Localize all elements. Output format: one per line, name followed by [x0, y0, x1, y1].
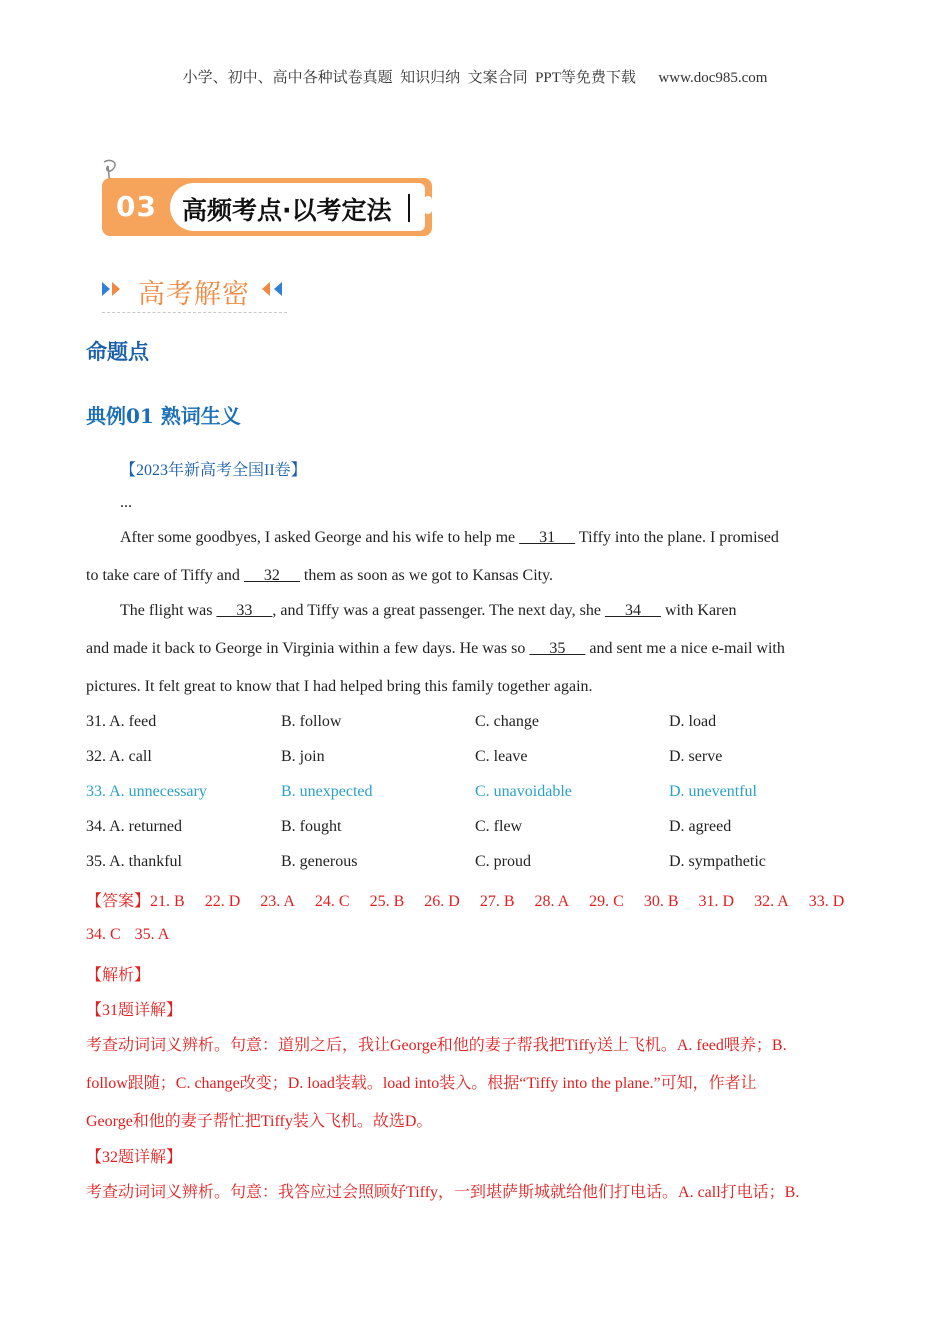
answer-label: 【答案】 — [86, 893, 151, 910]
text-run: After some goodbyes, I asked George and his wife to help me — [120, 529, 520, 546]
text-cursor — [408, 194, 410, 222]
answer-item: 30. B — [643, 893, 679, 910]
answer-item: 25. B — [369, 893, 405, 910]
banner-number: 03 — [116, 190, 157, 223]
answer-item: 28. A — [534, 893, 570, 910]
analysis-label: 【解析】 — [86, 967, 151, 984]
subsection-title-text: 高考解密 — [138, 279, 250, 310]
answer-item: 24. C — [314, 893, 350, 910]
text-run: to take care of Tiffy and — [86, 567, 244, 584]
answer-line — [86, 888, 844, 911]
text-run: Tiffy into the plane. I promised — [575, 529, 779, 546]
blank-34: 34 — [604, 602, 661, 619]
option-35-c: C. proud — [475, 853, 531, 870]
option-33-a: 33. A. unnecessary — [86, 783, 207, 800]
section-banner — [94, 158, 439, 242]
blank-33: 33 — [216, 602, 273, 619]
passage-line — [120, 602, 736, 620]
option-34-a: 34. A. returned — [86, 818, 182, 835]
page-header — [0, 66, 950, 87]
text-run: and sent me a nice e-mail with — [585, 640, 785, 657]
option-33-d: D. uneventful — [669, 783, 757, 800]
answer-item: 27. B — [479, 893, 515, 910]
option-31-a: 31. A. feed — [86, 713, 157, 730]
blank-32: 32 — [243, 567, 300, 584]
answer-item: 34. C — [86, 926, 121, 943]
banner-title: 高频考点·以考定法 — [182, 196, 392, 225]
option-34-c: C. flew — [475, 818, 523, 835]
option-33-b: B. unexpected — [281, 783, 373, 800]
text-run: with Karen — [660, 602, 737, 619]
answer-item: 31. D — [698, 893, 735, 910]
point-heading: 命题点 — [86, 340, 149, 364]
option-32-b: B. join — [281, 748, 325, 765]
answer-item: 32. A — [754, 893, 789, 910]
answer-line — [86, 926, 169, 944]
text-run: and made it back to George in Virginia within a few days. He was so — [86, 640, 530, 657]
answer-item: 35. A — [134, 926, 170, 943]
text-run: The flight was — [120, 602, 217, 619]
option-34-d: D. agreed — [669, 818, 732, 835]
answer-item: 23. A — [260, 893, 295, 910]
option-31-d: D. load — [669, 713, 717, 730]
q32-detail-label: 【32题详解】 — [86, 1149, 183, 1166]
subsection-title — [102, 270, 287, 313]
arrow-right-icon — [112, 282, 120, 296]
example-heading: 典例01 熟词生义 — [86, 404, 241, 428]
text-run: , and Tiffy was a great passenger. The next day, she — [272, 602, 605, 619]
answer-item: 22. D — [204, 893, 241, 910]
option-35-a: 35. A. thankful — [86, 853, 182, 870]
blank-31: 31 — [519, 529, 576, 546]
q31-detail-line: 考查动词词义辨析。句意：道别之后，我让George和他的妻子帮我把Tiffy送上飞机。A. feed喂养；B. — [86, 1037, 787, 1054]
passage-line — [86, 567, 553, 585]
passage-line — [86, 640, 785, 658]
banner-notch — [424, 196, 432, 214]
arrow-right-icon — [102, 282, 110, 296]
header-url: www.doc985.com — [658, 70, 768, 86]
text-run: them as soon as we got to Kansas City. — [299, 567, 554, 584]
passage-line: pictures. It felt great to know that I had helped bring this family together again. — [86, 678, 593, 695]
q31-detail-line: George和他的妻子帮忙把Tiffy装入飞机。故选D。 — [86, 1113, 433, 1130]
q31-detail-label: 【31题详解】 — [86, 1002, 183, 1019]
passage-line — [120, 529, 779, 547]
arrow-left-icon — [274, 282, 282, 296]
passage-source: 【2023年新高考全国II卷】 — [120, 462, 307, 479]
option-31-c: C. change — [475, 713, 539, 730]
passage-ellipsis: ... — [120, 494, 132, 511]
option-32-c: C. leave — [475, 748, 528, 765]
blank-35: 35 — [529, 640, 586, 657]
header-site-text: 小学、初中、高中各种试卷真题 知识归纳 文案合同 PPT等免费下载 — [182, 70, 636, 86]
answer-item: 33. D — [808, 893, 845, 910]
q32-detail-line: 考查动词词义辨析。句意：我答应过会照顾好Tiffy，一到堪萨斯城就给他们打电话。A. call打电话；B. — [86, 1184, 800, 1201]
option-34-b: B. fought — [281, 818, 342, 835]
option-32-d: D. serve — [669, 748, 723, 765]
option-32-a: 32. A. call — [86, 748, 152, 765]
q31-detail-line: follow跟随；C. change改变；D. load装载。load into装入。根据“Tiffy into the plane.”可知，作者让 — [86, 1075, 757, 1092]
answer-item: 26. D — [424, 893, 460, 910]
answer-item: 29. C — [589, 893, 624, 910]
option-35-d: D. sympathetic — [669, 853, 766, 870]
arrow-left-icon — [262, 282, 270, 296]
answer-item: 21. B — [150, 893, 185, 910]
option-35-b: B. generous — [281, 853, 358, 870]
option-31-b: B. follow — [281, 713, 342, 730]
option-33-c: C. unavoidable — [475, 783, 572, 800]
